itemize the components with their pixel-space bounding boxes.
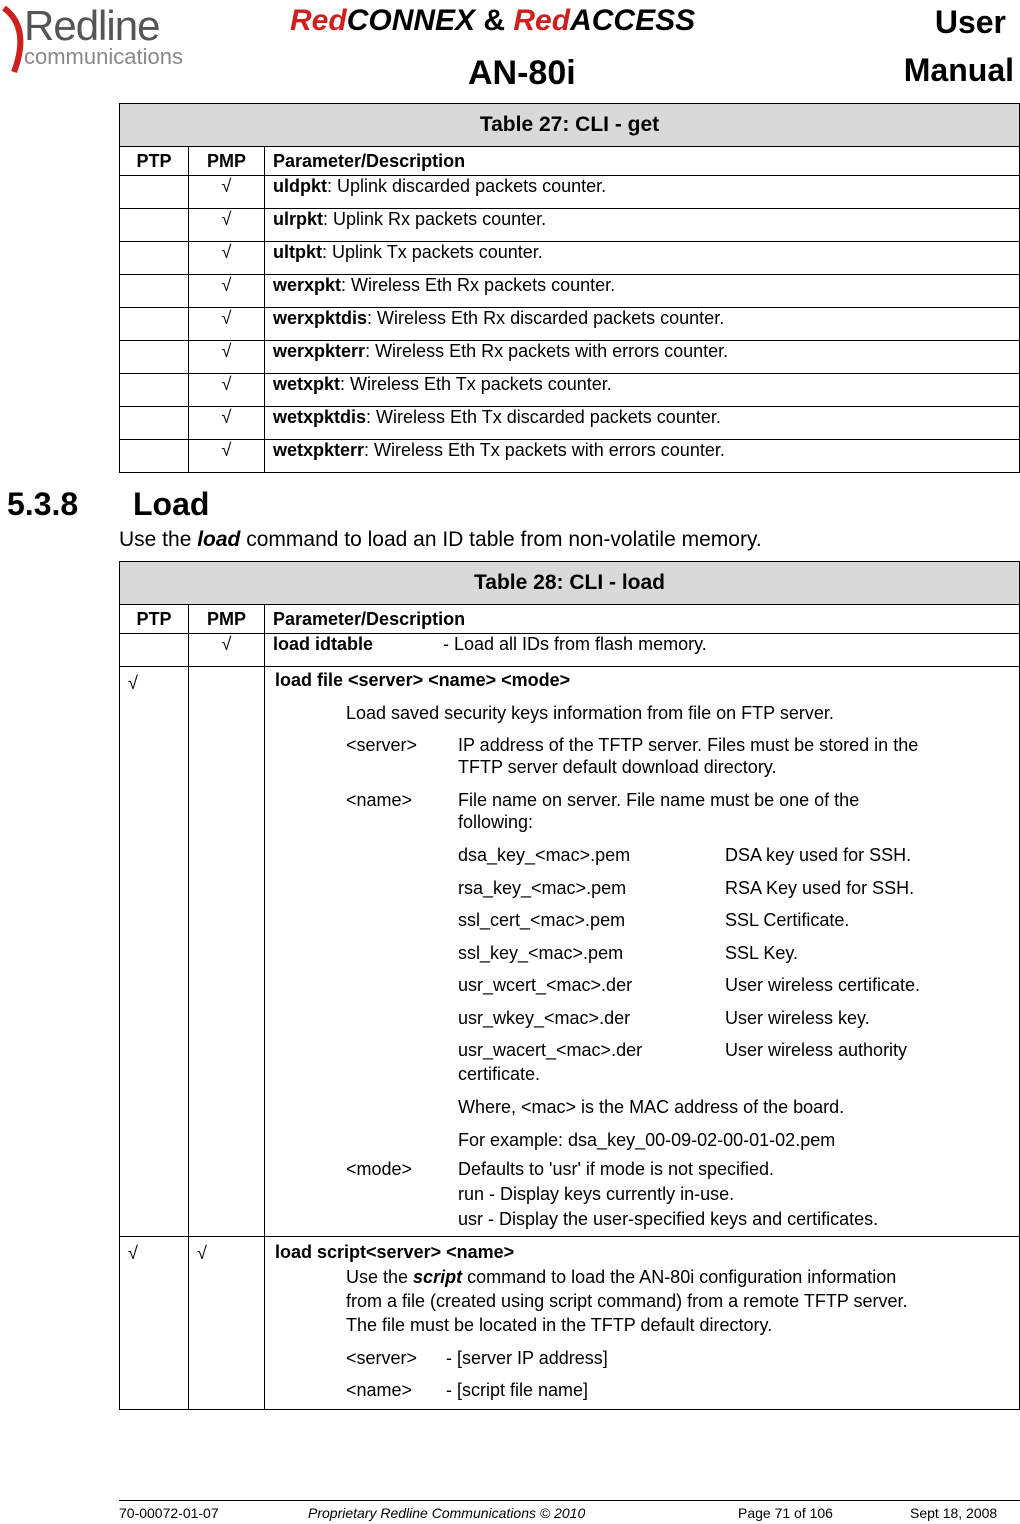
footer-page: Page 71 of 106: [738, 1505, 833, 1521]
redline-logo: [0, 0, 205, 80]
product-brand: RedCONNEX & RedACCESS: [290, 4, 696, 37]
table-row: √ ulrpkt: Uplink Rx packets counter.: [120, 209, 1020, 242]
col-pmp: PMP: [189, 147, 265, 176]
file-description: SSL Key.: [725, 942, 799, 963]
file-name: usr_wkey_<mac>.der: [458, 1007, 631, 1028]
footer-copyright: Proprietary Redline Communications © 2010: [308, 1505, 586, 1521]
table-row: √ werxpkt: Wireless Eth Rx packets counter.: [120, 275, 1020, 308]
col-param: Parameter/Description: [265, 605, 1020, 634]
section-title: Load: [133, 486, 210, 522]
file-description: User wireless authority: [725, 1040, 908, 1060]
footer-divider: [119, 1500, 1020, 1501]
col-ptp: PTP: [120, 605, 189, 634]
file-description: DSA key used for SSH.: [725, 845, 912, 865]
file-name: usr_wacert_<mac>.der: [458, 1040, 643, 1060]
table-row: √ √ load script<server> <name> Use the script command to load the AN-80i configuration information from a file (created using script command) from a remote TFTP server. The file must be located in the TFTP default directory. <server> - [server IP address] <name> - [script file name]: [120, 1237, 1020, 1410]
table-row: √ wetxpkt: Wireless Eth Tx packets counter.: [120, 374, 1020, 407]
table-cli-get: [119, 103, 1020, 473]
table-row: √ wetxpkterr: Wireless Eth Tx packets with errors counter.: [120, 440, 1020, 473]
table-row: √ wetxpktdis: Wireless Eth Tx discarded packets counter.: [120, 407, 1020, 440]
header-model: AN-80i: [468, 54, 576, 92]
footer-doc-id: 70-00072-01-07: [119, 1505, 219, 1521]
header-user: User: [934, 4, 1006, 40]
table-cli-load: [119, 561, 1020, 1410]
page-header: [0, 0, 1020, 100]
table-row: √ werxpktdis: Wireless Eth Rx discarded packets counter.: [120, 308, 1020, 341]
file-description: SSL Certificate.: [725, 910, 850, 930]
footer-date: Sept 18, 2008: [910, 1505, 998, 1521]
file-name: usr_wcert_<mac>.der: [458, 975, 633, 995]
file-description: User wireless certificate.: [725, 975, 921, 995]
file-description: RSA Key used for SSH.: [725, 877, 915, 898]
col-pmp: PMP: [189, 605, 265, 634]
table-caption: Table 28: CLI - load: [120, 562, 1020, 605]
table-row: √ uldpkt: Uplink discarded packets counter.: [120, 176, 1020, 209]
table-caption: Table 27: CLI - get: [120, 104, 1020, 147]
logo-text: Redline: [24, 2, 160, 49]
table-row: √ load idtable - Load all IDs from flash memory.: [120, 634, 1020, 667]
file-name: ssl_cert_<mac>.pem: [458, 910, 626, 930]
file-name: rsa_key_<mac>.pem: [458, 877, 627, 898]
section-intro: Use the load command to load an ID table from non-volatile memory.: [119, 528, 762, 551]
table-row: √ werxpkterr: Wireless Eth Rx packets with errors counter.: [120, 341, 1020, 374]
header-manual: Manual: [903, 52, 1014, 88]
file-name: dsa_key_<mac>.pem: [458, 845, 631, 865]
col-ptp: PTP: [120, 147, 189, 176]
table-row: √ ultpkt: Uplink Tx packets counter.: [120, 242, 1020, 275]
file-name: ssl_key_<mac>.pem: [458, 942, 624, 963]
file-description: User wireless key.: [725, 1007, 870, 1028]
logo-subtext: communications: [24, 44, 183, 69]
col-param: Parameter/Description: [265, 147, 1020, 176]
table-row: √ load file <server> <name> <mode> Load saved security keys information from file on FTP server. <server> IP address of the TFTP server. Files must be stored in the TFTP server default download directory. <name> File name on server. File name must be one of the following: dsa_key_<mac>.pem DSA key used for SSH. rsa_key_<mac>.pem RSA Key used for SSH. ssl_cert_<mac>.pem SSL Certificate. ssl_key_<mac>.pem SSL Key. usr_wcert_<mac>.der User wireless certificate. usr_wkey_<mac>.der User wireless key. usr_wacert_<mac>.der User wireless authority certificate. Where, <mac> is the MAC address of the board. For example: dsa_key_00-09-02-00-01-02.pem <mode> Defaults to 'usr' if mode is not specified. run - Display keys currently in-use. usr - Display the user-specified keys and certificates.: [120, 667, 1020, 1237]
section-number: 5.3.8: [7, 486, 79, 522]
